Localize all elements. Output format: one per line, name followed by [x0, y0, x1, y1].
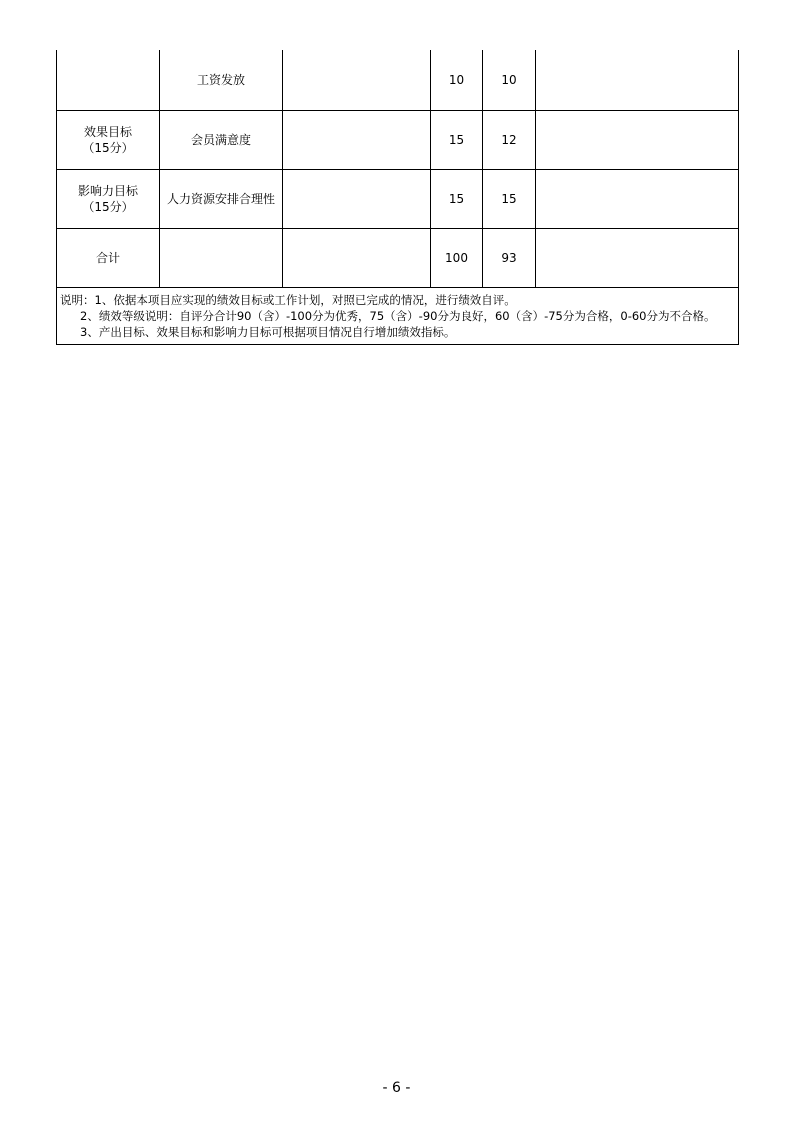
page-number: - 6 -: [382, 1080, 411, 1096]
table-row: [57, 110, 739, 169]
notes-row: [57, 287, 739, 344]
table-row: [57, 169, 739, 228]
score-cell: 12: [483, 110, 536, 169]
indicator-cell: 会员满意度: [160, 110, 283, 169]
indicator-cell: 工资发放: [160, 50, 283, 110]
total-label: 合计: [95, 250, 120, 265]
category-label: 效果目标: [83, 124, 132, 139]
category-sub-label: （15分）: [82, 140, 134, 155]
category-sub-label: （15分）: [82, 199, 134, 214]
note-line-2: 2、绩效等级说明：自评分合计90（含）-100分为优秀，75（含）-90分为良好，60（含）-75分为合格，0-60分为不合格。: [80, 308, 716, 323]
weight-cell: 100: [431, 228, 483, 287]
performance-table: [56, 50, 739, 345]
category-cell: [57, 228, 160, 287]
remark-cell: [536, 169, 739, 228]
score-cell: 15: [483, 169, 536, 228]
weight-cell: 15: [431, 110, 483, 169]
category-cell: [57, 110, 160, 169]
note-line-1: 说明：1、依据本项目应实现的绩效目标或工作计划，对照已完成的情况，进行绩效自评。: [60, 292, 516, 307]
total-row: [57, 228, 739, 287]
indicator-cell: 人力资源安排合理性: [160, 169, 283, 228]
remark-cell: [536, 110, 739, 169]
indicator-cell: [160, 228, 283, 287]
weight-cell: 10: [431, 50, 483, 110]
weight-cell: 15: [431, 169, 483, 228]
remark-cell: [536, 228, 739, 287]
score-cell: 10: [483, 50, 536, 110]
remark-cell: [536, 50, 739, 110]
category-cell: [57, 169, 160, 228]
content-cell: [283, 169, 431, 228]
score-cell: 93: [483, 228, 536, 287]
table-row: [57, 50, 739, 110]
category-label: 影响力目标: [77, 183, 138, 198]
note-line-3: 3、产出目标、效果目标和影响力目标可根据项目情况自行增加绩效指标。: [80, 324, 456, 339]
category-cell: [57, 50, 160, 110]
notes-cell: [57, 287, 739, 344]
content-cell: [283, 110, 431, 169]
content-cell: [283, 50, 431, 110]
content-cell: [283, 228, 431, 287]
